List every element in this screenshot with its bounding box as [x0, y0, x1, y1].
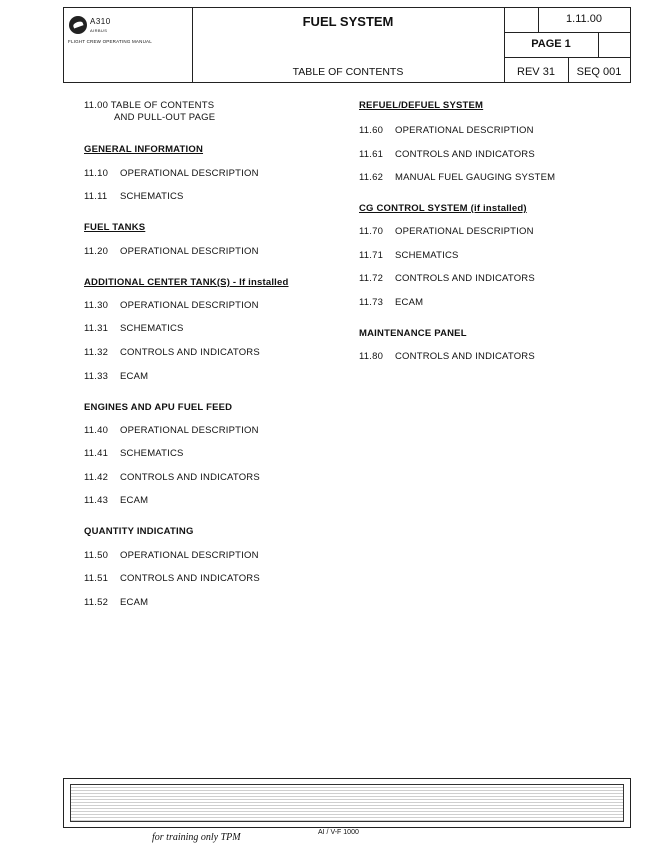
- toc-entry-11-51: [84, 573, 260, 584]
- toc-entry-11-62: [359, 172, 555, 183]
- toc-entry-number: 11.00: [84, 100, 109, 111]
- toc-entry-text: SCHEMATICS: [120, 448, 184, 459]
- toc-entry-text: MANUAL FUEL GAUGING SYSTEM: [395, 172, 556, 183]
- toc-entry-text: CONTROLS AND INDICATORS: [120, 472, 260, 483]
- toc-entry-text: OPERATIONAL DESCRIPTION: [120, 246, 259, 257]
- toc-entry-text-continued: AND PULL-OUT PAGE: [114, 112, 216, 123]
- section-heading-quantity-indicating: QUANTITY INDICATING: [84, 526, 194, 537]
- toc-entry-text: CONTROLS AND INDICATORS: [120, 573, 260, 584]
- toc-entry-number: 11.11: [84, 191, 108, 202]
- page-number: PAGE 1: [531, 38, 571, 50]
- toc-entry-11-42: [84, 472, 260, 483]
- toc-entry-11-40: [84, 425, 259, 436]
- toc-entry-number: 11.72: [359, 273, 384, 284]
- chapter-row: [504, 8, 630, 33]
- document-title: FUEL SYSTEM: [302, 14, 394, 29]
- toc-entry-text: OPERATIONAL DESCRIPTION: [120, 300, 259, 311]
- toc-entry-number: 11.43: [84, 495, 109, 506]
- toc-entry-11-52: [84, 597, 148, 608]
- toc-entry-number: 11.52: [84, 597, 109, 608]
- toc-entry-text: TABLE OF CONTENTS: [110, 100, 215, 111]
- toc-entry-text: ECAM: [120, 371, 149, 382]
- section-heading-engines-apu-fuel-feed: ENGINES AND APU FUEL FEED: [84, 402, 233, 413]
- revision-row: [504, 58, 630, 82]
- toc-entry-11-31: [84, 323, 184, 334]
- footer-frame: [63, 778, 631, 828]
- toc-entry-text: CONTROLS AND INDICATORS: [120, 347, 260, 358]
- toc-entry-number: 11.10: [84, 168, 109, 179]
- toc-entry-text: OPERATIONAL DESCRIPTION: [395, 125, 534, 136]
- toc-entry-11-33: [84, 371, 148, 382]
- revision-number: REV 31: [517, 66, 555, 78]
- chapter-spacer: [504, 8, 539, 32]
- toc-entry-11-32: [84, 347, 260, 358]
- logo-brand: A310: [90, 17, 111, 26]
- logo-subtitle: AIRBUS: [90, 28, 108, 33]
- toc-entry-number: 11.40: [84, 425, 109, 436]
- section-heading-additional-center-tanks: ADDITIONAL CENTER TANK(S) - If installed: [84, 277, 289, 288]
- section-heading-general-information: GENERAL INFORMATION: [84, 144, 204, 155]
- page-row: [504, 33, 630, 58]
- toc-entry-text: CONTROLS AND INDICATORS: [395, 273, 535, 284]
- logo-block: [64, 8, 193, 82]
- toc-entry-text: OPERATIONAL DESCRIPTION: [120, 425, 259, 436]
- toc-entry-text: OPERATIONAL DESCRIPTION: [395, 226, 534, 237]
- manual-name: FLIGHT CREW OPERATING MANUAL: [68, 39, 152, 44]
- toc-entry-11-80: [359, 351, 535, 362]
- toc-entry-text: SCHEMATICS: [120, 191, 184, 202]
- footer-document-code: AI / V-F 1000: [318, 829, 359, 836]
- document-subtitle: TABLE OF CONTENTS: [292, 66, 404, 78]
- toc-entry-11-30: [84, 300, 259, 311]
- chapter-number: 1.11.00: [566, 13, 602, 25]
- sequence-number: SEQ 001: [576, 66, 622, 78]
- toc-entry-number: 11.60: [359, 125, 384, 136]
- toc-entry-number: 11.73: [359, 297, 384, 308]
- toc-entry-11-71: [359, 250, 459, 261]
- toc-entry-text: OPERATIONAL DESCRIPTION: [120, 550, 259, 561]
- toc-entry-11-50: [84, 550, 259, 561]
- toc-entry-text: SCHEMATICS: [120, 323, 184, 334]
- toc-entry-number: 11.31: [84, 323, 109, 334]
- toc-entry-11-41: [84, 448, 184, 459]
- toc-entry-number: 11.42: [84, 472, 109, 483]
- toc-entry-number: 11.33: [84, 371, 109, 382]
- toc-entry-number: 11.61: [359, 149, 384, 160]
- toc-entry-text: SCHEMATICS: [395, 250, 459, 261]
- toc-entry-11-70: [359, 226, 534, 237]
- page-spacer: [598, 33, 630, 57]
- toc-entry-text: ECAM: [395, 297, 424, 308]
- airline-logo-icon: [69, 16, 87, 34]
- toc-entry-number: 11.32: [84, 347, 109, 358]
- toc-entry-number: 11.50: [84, 550, 109, 561]
- toc-entry-number: 11.20: [84, 246, 109, 257]
- toc-entry-11-10: [84, 168, 259, 179]
- title-block: [192, 8, 505, 82]
- toc-entry-11-11: [84, 191, 184, 202]
- section-heading-fuel-tanks: FUEL TANKS: [84, 222, 146, 233]
- toc-entry-11-73: [359, 297, 423, 308]
- toc-entry-11-20: [84, 246, 259, 257]
- section-heading-maintenance-panel: MAINTENANCE PANEL: [359, 328, 467, 339]
- toc-entry-number: 11.70: [359, 226, 384, 237]
- toc-entry-text: OPERATIONAL DESCRIPTION: [120, 168, 259, 179]
- toc-entry-text: CONTROLS AND INDICATORS: [395, 149, 535, 160]
- footer-training-note: for training only TPM: [152, 832, 241, 843]
- toc-entry-text: ECAM: [120, 495, 149, 506]
- toc-entry-number: 11.62: [359, 172, 384, 183]
- footer-pattern-strip: [70, 784, 624, 822]
- toc-entry-11-60: [359, 125, 534, 136]
- section-heading-cg-control-system: CG CONTROL SYSTEM (if installed): [359, 203, 527, 214]
- toc-entry-11-00: [84, 100, 215, 124]
- toc-entry-number: 11.30: [84, 300, 109, 311]
- section-heading-refuel-defuel: REFUEL/DEFUEL SYSTEM: [359, 100, 484, 111]
- toc-entry-number: 11.41: [84, 448, 109, 459]
- toc-entry-number: 11.71: [359, 250, 384, 261]
- toc-entry-11-43: [84, 495, 148, 506]
- toc-entry-text: ECAM: [120, 597, 149, 608]
- toc-entry-number: 11.51: [84, 573, 109, 584]
- reference-block: [504, 8, 630, 82]
- toc-entry-number: 11.80: [359, 351, 384, 362]
- toc-entry-11-61: [359, 149, 535, 160]
- toc-entry-11-72: [359, 273, 535, 284]
- page-header: [63, 7, 631, 83]
- toc-entry-text: CONTROLS AND INDICATORS: [395, 351, 535, 362]
